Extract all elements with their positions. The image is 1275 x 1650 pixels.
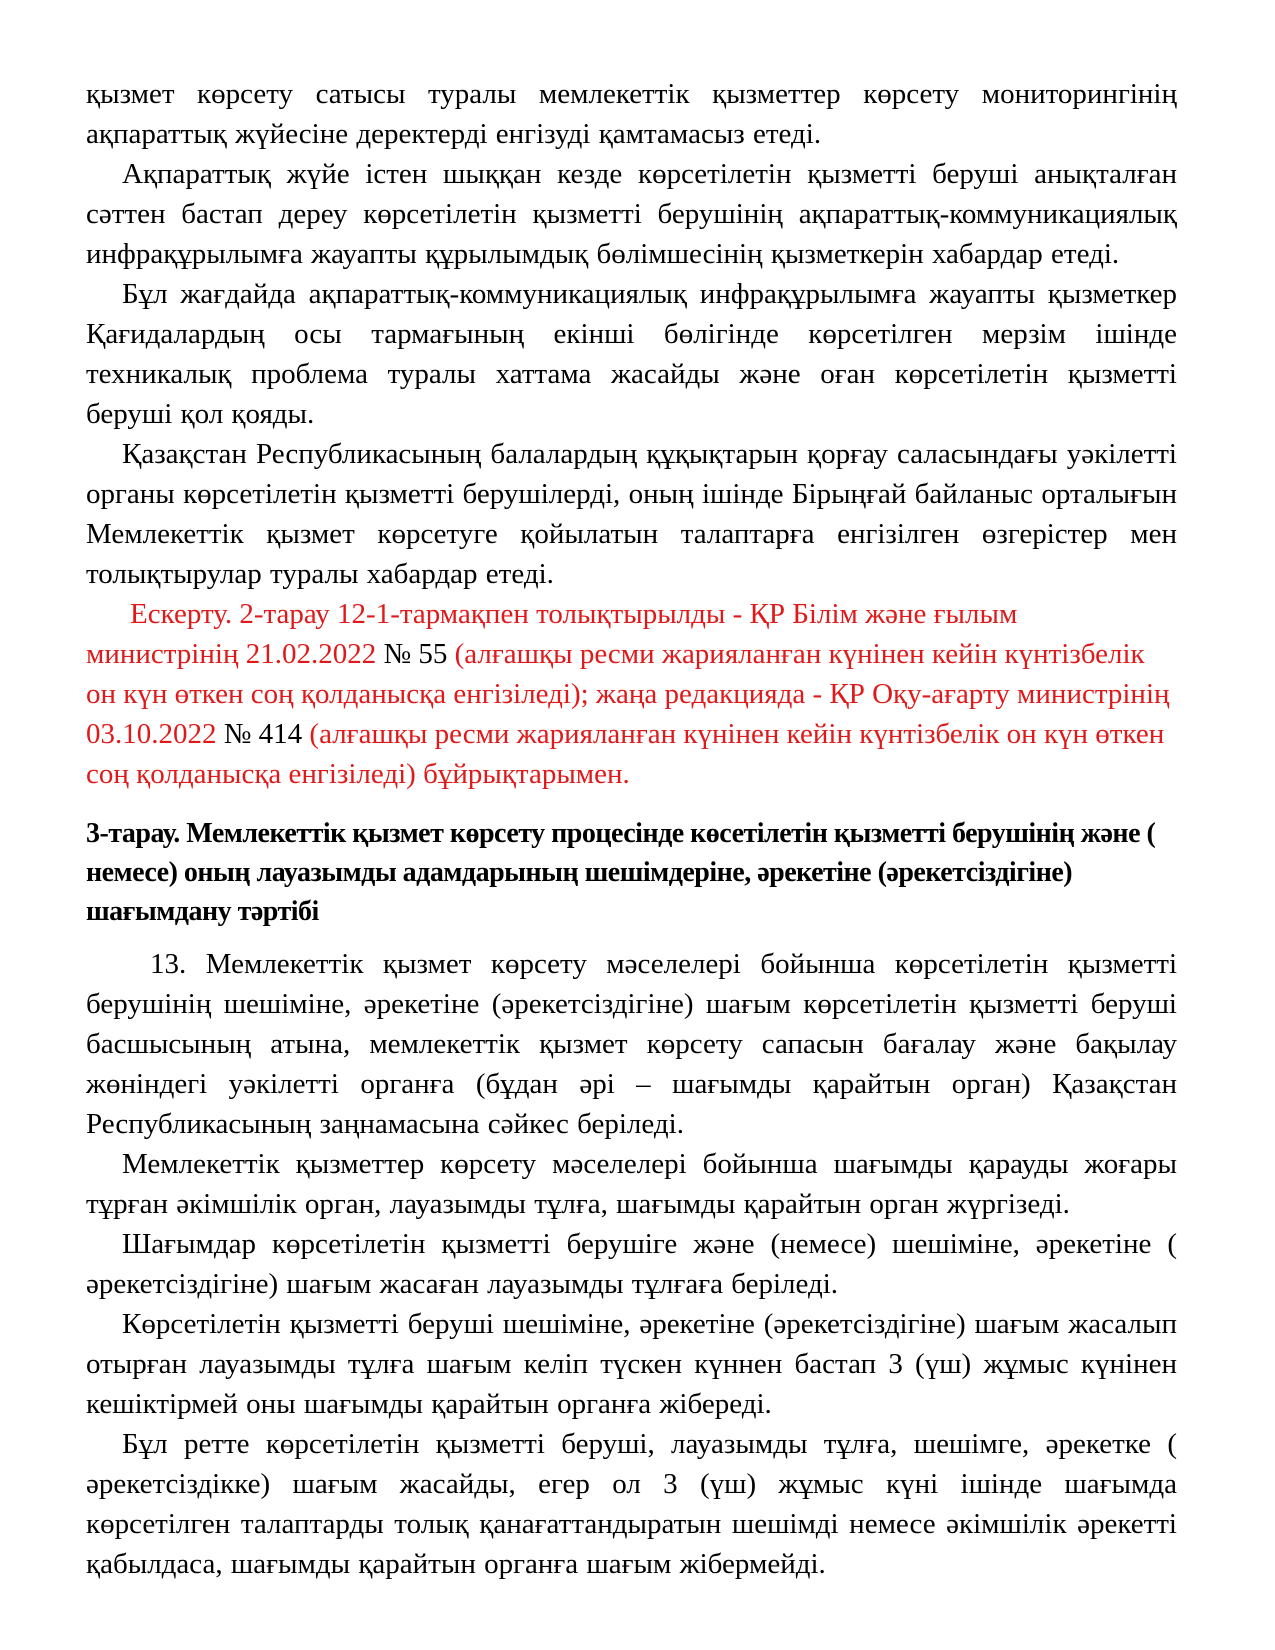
- paragraph: Шағымдар көрсетілетін қызметті берушіге және (немесе) шешіміне, әрекетіне ( әрекетсіздігіне) шағым жасаған лауазымды тұлғаға беріледі.: [86, 1228, 1177, 1300]
- note-text-segment: Ескерту. 2-тарау 12-1-тармақпен толықтырылды - ҚР Білім және ғылым: [130, 598, 1018, 630]
- note-line: [86, 674, 1177, 714]
- note-line: [86, 594, 1177, 634]
- note-line: [86, 634, 1177, 674]
- intro-paragraphs: [86, 74, 1177, 594]
- paragraph: Мемлекеттік қызметтер көрсету мәселелері бойынша шағымды қарауды жоғары тұрған әкімшілік орган, лауазымды тұлға, шағымды қарайтын орган жүргізеді.: [86, 1148, 1177, 1220]
- amendment-note: [86, 594, 1177, 794]
- note-text-segment: (алғашқы ресми жарияланған күнінен кейін күнтізбелік: [447, 638, 1145, 670]
- note-order-number: № 55: [383, 638, 448, 670]
- note-text-segment: он күн өткен соң қолданысқа енгізіледі); жаңа редакцияда - ҚР Оқу-ағарту министрінің: [86, 678, 1170, 710]
- paragraph: Қазақстан Республикасының балалардың құқықтарын қорғау саласындағы уәкілетті органы көрсетілетін қызметті берушілерді, оның ішінде Бірыңғай байланыс орталығын Мемлекеттік қызмет көрсетуге қойылатын талаптарға енгізілген өзгерістер мен толықтырулар туралы хабардар етеді.: [86, 438, 1177, 590]
- note-text-segment: (алғашқы ресми жарияланған күнінен кейін күнтізбелік он күн өткен: [302, 718, 1165, 750]
- note-text-segment: соң қолданысқа енгізіледі) бұйрықтарымен.: [86, 758, 630, 790]
- paragraph: 13. Мемлекеттік қызмет көрсету мәселелері бойынша көрсетілетін қызметті берушінің шешіміне, әрекетіне (әрекетсіздігіне) шағым көрсетілетін қызметті беруші басшысының атына, мемлекеттік қызмет көрсету сапасын бағалау және бақылау жөніндегі уәкілетті органға (бұдан әрі – шағымды қарайтын орган) Қазақстан Республикасының заңнамасына сәйкес беріледі.: [86, 948, 1177, 1140]
- body-paragraphs: [86, 944, 1177, 1584]
- chapter-heading: 3-тарау. Мемлекеттік қызмет көрсету процесінде көсетілетін қызметті берушінің және ( немесе) оның лауазымды адамдарының шешімдеріне, әрекетіне (әрекетсіздігіне) шағымдану тәртібі: [86, 818, 1156, 927]
- note-order-number: № 414: [223, 718, 303, 750]
- paragraph: қызмет көрсету сатысы туралы мемлекеттік қызметтер көрсету мониторингінің ақпараттық жүйесіне деректерді енгізуді қамтамасыз етеді.: [86, 78, 1177, 150]
- note-text-segment: министрінің 21.02.2022: [86, 638, 384, 670]
- paragraph: Көрсетілетін қызметті беруші шешіміне, әрекетіне (әрекетсіздігіне) шағым жасалып отырған лауазымды тұлға шағым келіп түскен күннен бастап 3 (үш) жұмыс күнінен кешіктірмей оны шағымды қарайтын органға жібереді.: [86, 1308, 1177, 1420]
- note-line: [86, 754, 1177, 794]
- paragraph: Бұл жағдайда ақпараттық-коммуникациялық инфрақұрылымға жауапты қызметкер Қағидалардың осы тармағының екінші бөлігінде көрсетілген мерзім ішінде техникалық проблема туралы хаттама жасайды және оған көрсетілетін қызметті беруші қол қояды.: [86, 278, 1177, 430]
- paragraph: Бұл ретте көрсетілетін қызметті беруші, лауазымды тұлға, шешімге, әрекетке ( әрекетсіздікке) шағым жасайды, егер ол 3 (үш) жұмыс күні ішінде шағымда көрсетілген талаптарды толық қанағаттандыратын шешімді немесе әкімшілік әрекетті қабылдаса, шағымды қарайтын органға шағым жібермейді.: [86, 1428, 1177, 1580]
- note-line: [86, 714, 1177, 754]
- note-text-segment: 03.10.2022: [86, 718, 224, 750]
- paragraph: Ақпараттық жүйе істен шыққан кезде көрсетілетін қызметті беруші анықталған сәттен бастап дереу көрсетілетін қызметті берушінің ақпараттық-коммуникациялық инфрақұрылымға жауапты құрылымдық бөлімшесінің қызметкерін хабардар етеді.: [86, 158, 1177, 270]
